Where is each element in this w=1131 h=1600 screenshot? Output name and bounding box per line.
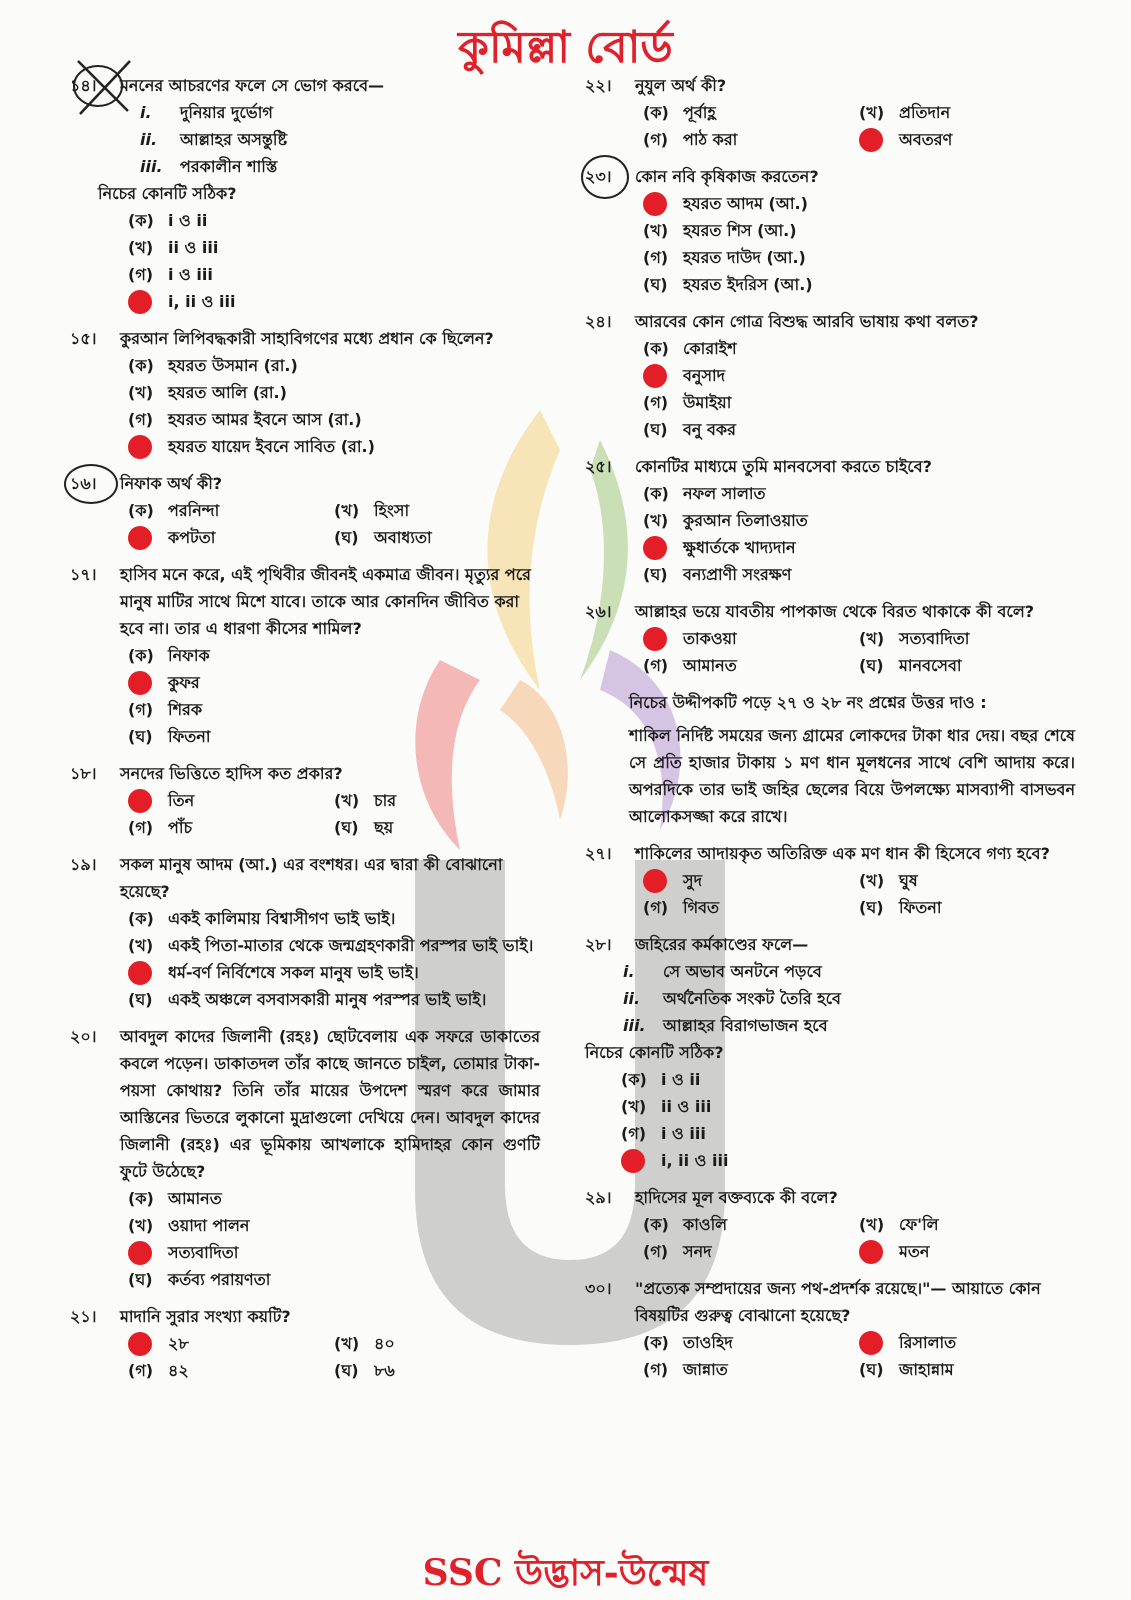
option[interactable]: (ঘ) জাহান্নাম <box>859 1360 954 1379</box>
option[interactable]: (খ) ii ও iii <box>621 1097 712 1116</box>
option[interactable]: (ঘ) একই অঞ্চলে বসবাসকারী মানুষ পরস্পর ভাই ভাই। <box>128 990 487 1009</box>
option[interactable]: (গ) হযরত আমর ইবনে আস (রা.) <box>128 410 362 429</box>
answer-dot-icon <box>621 1149 645 1173</box>
option-selected[interactable]: হযরত যায়েদ ইবনে সাবিত (রা.) <box>128 433 540 460</box>
option[interactable]: (গ) পাঠ করা <box>643 130 738 149</box>
circle-mark-icon <box>64 464 118 504</box>
option-selected[interactable]: ধর্ম-বর্ণ নির্বিশেষে সকল মানুষ ভাই ভাই। <box>128 959 540 986</box>
question-22: ২২। নুযুল অর্থ কী? (ক) পূর্বাহ্ণ (খ) প্রতিদান (গ) পাঠ করা অবতরণ <box>585 72 1075 153</box>
passage-instruction: নিচের উদ্দীপকটি পড়ে ২৭ ও ২৮ নং প্রশ্নের উত্তর দাও : <box>629 693 987 712</box>
question-number: ১৪। <box>70 76 97 95</box>
option[interactable]: (ক) নিফাক <box>128 646 210 665</box>
answer-dot-icon <box>128 526 152 550</box>
statement: ii. অর্থনৈতিক সংকট তৈরি হবে <box>623 989 841 1008</box>
answer-dot-icon <box>859 1331 883 1355</box>
option[interactable]: (ঘ) ৮৬ <box>334 1361 395 1380</box>
option-selected[interactable]: রিসালাত <box>859 1329 1075 1356</box>
option[interactable]: (গ) শিরক <box>128 700 203 719</box>
option[interactable]: (গ) ৪২ <box>128 1361 189 1380</box>
answer-dot-icon <box>643 627 667 651</box>
statement: i. সে অভাব অনটনে পড়বে <box>623 962 822 981</box>
statement: iii. পরকালীন শাস্তি <box>140 157 278 176</box>
option[interactable]: (ঘ) কর্তব্য পরায়ণতা <box>128 1270 271 1289</box>
statement: iii. আল্লাহর বিরাগভাজন হবে <box>623 1016 828 1035</box>
answer-dot-icon <box>128 290 152 314</box>
question-20: ২০। আবদুল কাদের জিলানী (রহঃ) ছোটবেলায় এক সফরে ডাকাতের কবলে পড়েন। ডাকাতদল তাঁর কাছে জানতে চাইল, তোমার টাকা-পয়সা কোথায়? তিনি তাঁর মায়ের উপদেশ স্মরণ করে জামার আস্তিনের ভিতরে লুকানো মুদ্রাগুলো দেখিয়ে দেন। আবদুল কাদের জিলানী (রহঃ) এর ভূমিকায় আখলাকে হামিদাহর কোন গুণটি ফুটে উঠেছে? (ক) আমানত (খ) ওয়াদা পালন সত্যবাদিতা (ঘ) কর্তব্য পরায়ণতা <box>70 1023 540 1293</box>
question-18: ১৮। সনদের ভিত্তিতে হাদিস কত প্রকার? তিন (খ) চার (গ) পাঁচ (ঘ) ছয় <box>70 760 540 841</box>
option[interactable]: (ঘ) মানবসেবা <box>859 656 962 675</box>
option[interactable]: (ক) হযরত উসমান (রা.) <box>128 356 298 375</box>
option[interactable]: (খ) ii ও iii <box>128 238 219 257</box>
answer-dot-icon <box>128 961 152 985</box>
option[interactable]: (খ) ৪০ <box>334 1334 395 1353</box>
question-24: ২৪। আরবের কোন গোত্র বিশুদ্ধ আরবি ভাষায় কথা বলত? (ক) কোরাইশ বনুসাদ (গ) উমাইয়া (ঘ) বনু বকর <box>585 308 1075 443</box>
option[interactable]: (গ) জান্নাত <box>643 1360 728 1379</box>
option-selected[interactable]: তাকওয়া <box>643 625 859 652</box>
option-selected[interactable]: i, ii ও iii <box>621 1147 1075 1174</box>
option[interactable]: (গ) গিবত <box>643 898 719 917</box>
stimulus-passage <box>585 689 1075 830</box>
answer-dot-icon <box>128 1241 152 1265</box>
option[interactable]: (খ) ওয়াদা পালন <box>128 1216 250 1235</box>
question-19: ১৯। সকল মানুষ আদম (আ.) এর বংশধর। এর দ্বারা কী বোঝানো হয়েছে? (ক) একই কালিমায় বিশ্বাসীগণ ভাই ভাই। (খ) একই পিতা-মাতার থেকে জন্মগ্রহণকারী পরস্পর ভাই ভাই। ধর্ম-বর্ণ নির্বিশেষে সকল মানুষ ভাই ভাই। (ঘ) একই অঞ্চলে বসবাসকারী মানুষ পরস্পর ভাই ভাই। <box>70 851 540 1013</box>
option[interactable]: (খ) ফে'লি <box>859 1215 939 1234</box>
option[interactable]: (খ) হযরত আলি (রা.) <box>128 383 287 402</box>
option[interactable]: (ক) i ও ii <box>128 211 208 230</box>
question-28: ২৮। জহিরের কর্মকাণ্ডের ফলে— i. সে অভাব অনটনে পড়বে ii. অর্থনৈতিক সংকট তৈরি হবে iii. আল্লাহর বিরাগভাজন হবে নিচের কোনটি সঠিক? (ক) i ও ii (খ) ii ও iii (গ) i ও iii i, ii ও iii <box>585 931 1075 1174</box>
option[interactable]: (গ) সনদ <box>643 1242 712 1261</box>
option-selected[interactable]: তিন <box>128 787 334 814</box>
answer-dot-icon <box>128 671 152 695</box>
prompt: নিচের কোনটি সঠিক? <box>585 1043 724 1062</box>
option[interactable]: (খ) চার <box>334 791 397 810</box>
option[interactable]: (গ) উমাইয়া <box>643 393 732 412</box>
option[interactable]: (ক) i ও ii <box>621 1070 701 1089</box>
option-selected[interactable]: ২৮ <box>128 1330 334 1357</box>
option[interactable]: (গ) পাঁচ <box>128 818 193 837</box>
option[interactable]: (ক) কাওলি <box>643 1215 728 1234</box>
prompt: নিচের কোনটি সঠিক? <box>98 184 237 203</box>
option-selected[interactable]: কপটতা <box>128 524 334 551</box>
option[interactable]: (ঘ) ফিতনা <box>128 727 211 746</box>
option[interactable]: (খ) কুরআন তিলাওয়াত <box>643 511 808 530</box>
answer-dot-icon <box>643 869 667 893</box>
option[interactable]: (ক) পরনিন্দা <box>128 501 220 520</box>
question-27: ২৭। শাকিলের আদায়কৃত অতিরিক্ত এক মণ ধান কী হিসেবে গণ্য হবে? সুদ (খ) ঘুষ (গ) গিবত (ঘ) ফিতনা <box>585 840 1075 921</box>
option-selected[interactable]: সত্যবাদিতা <box>128 1239 540 1266</box>
option[interactable]: (ক) আমানত <box>128 1189 222 1208</box>
option-selected[interactable]: বনুসাদ <box>643 362 1075 389</box>
option[interactable]: (ঘ) ফিতনা <box>859 898 942 917</box>
option[interactable]: (গ) আমানত <box>643 656 737 675</box>
question-15: ১৫। কুরআন লিপিবদ্ধকারী সাহাবিগণের মধ্যে প্রধান কে ছিলেন? (ক) হযরত উসমান (রা.) (খ) হযরত আলি (রা.) (গ) হযরত আমর ইবনে আস (রা.) হযরত যায়েদ ইবনে সাবিত (রা.) <box>70 325 540 460</box>
passage-text: শাকিল নির্দিষ্ট সময়ের জন্য গ্রামের লোকদের টাকা ধার দেয়। বছর শেষে সে প্রতি হাজার টাকায় ১ মণ ধান মূলধনের সাথে বেশি আদায় করে। অপরদিকে তার ভাই জহির ছেলের বিয়ে উপলক্ষ্যে মাসব্যাপী বাসভবন আলোকসজ্জা করে রাখে। <box>629 726 1075 826</box>
answer-dot-icon <box>643 536 667 560</box>
option-selected[interactable]: কুফর <box>128 669 540 696</box>
option[interactable]: (গ) i ও iii <box>621 1124 706 1143</box>
option[interactable]: (খ) ঘুষ <box>859 871 918 890</box>
option[interactable]: (ক) একই কালিমায় বিশ্বাসীগণ ভাই ভাই। <box>128 909 396 928</box>
right-column <box>585 72 1075 1393</box>
question-14 <box>70 72 540 315</box>
option[interactable]: (ক) পূর্বাহ্ণ <box>643 103 716 122</box>
question-25: ২৫। কোনটির মাধ্যমে তুমি মানবসেবা করতে চাইবে? (ক) নফল সালাত (খ) কুরআন তিলাওয়াত ক্ষুধার্তকে খাদ্যদান (ঘ) বন্যপ্রাণী সংরক্ষণ <box>585 453 1075 588</box>
question-text: মননের আচরণের ফলে সে ভোগ করবে— <box>120 76 385 95</box>
answer-dot-icon <box>128 789 152 813</box>
question-16: ১৬। নিফাক অর্থ কী? (ক) পরনিন্দা (খ) হিংসা কপটতা (ঘ) অবাধ্যতা <box>70 470 540 551</box>
option[interactable]: (ক) নফল সালাত <box>643 484 766 503</box>
option[interactable]: (ঘ) ছয় <box>334 818 394 837</box>
option[interactable]: (খ) হিংসা <box>334 501 410 520</box>
option[interactable]: (খ) প্রতিদান <box>859 103 951 122</box>
question-17: ১৭। হাসিব মনে করে, এই পৃথিবীর জীবনই একমাত্র জীবন। মৃত্যুর পরে মানুষ মাটির সাথে মিশে যাবে। তাকে আর কোনদিন জীবিত করা হবে না। তার এ ধারণা কীসের শামিল? (ক) নিফাক কুফর (গ) শিরক (ঘ) ফিতনা <box>70 561 540 750</box>
option[interactable]: (ক) কোরাইশ <box>643 339 737 358</box>
option[interactable]: (ক) তাওহিদ <box>643 1333 733 1352</box>
option[interactable]: (ঘ) হযরত ইদরিস (আ.) <box>643 275 813 294</box>
option[interactable]: (খ) একই পিতা-মাতার থেকে জন্মগ্রহণকারী পরস্পর ভাই ভাই। <box>128 936 534 955</box>
option-selected[interactable]: ক্ষুধার্তকে খাদ্যদান <box>643 534 1075 561</box>
option-selected[interactable]: মতন <box>859 1238 1075 1265</box>
question-26: ২৬। আল্লাহর ভয়ে যাবতীয় পাপকাজ থেকে বিরত থাকাকে কী বলে? তাকওয়া (খ) সত্যবাদিতা (গ) আমানত (ঘ) মানবসেবা <box>585 598 1075 679</box>
option[interactable]: (গ) i ও iii <box>128 265 213 284</box>
option[interactable]: (ঘ) অবাধ্যতা <box>334 528 432 547</box>
cross-mark-icon <box>68 56 138 116</box>
option-selected[interactable]: অবতরণ <box>859 126 1075 153</box>
question-30: ৩০। "প্রত্যেক সম্প্রদায়ের জন্য পথ-প্রদর্শক রয়েছে।"— আয়াতে কোন বিষয়টির গুরুত্ব বোঝানো হয়েছে? (ক) তাওহিদ রিসালাত (গ) জান্নাত (ঘ) জাহান্নাম <box>585 1275 1075 1383</box>
statement: ii. আল্লাহর অসন্তুষ্টি <box>140 130 288 149</box>
question-23: ২৩। কোন নবি কৃষিকাজ করতেন? হযরত আদম (আ.) (খ) হযরত শিস (আ.) (গ) হযরত দাউদ (আ.) (ঘ) হযরত ইদরিস (আ.) <box>585 163 1075 298</box>
answer-dot-icon <box>643 364 667 388</box>
option[interactable]: (গ) হযরত দাউদ (আ.) <box>643 248 806 267</box>
option-selected[interactable]: হযরত আদম (আ.) <box>643 190 1075 217</box>
answer-dot-icon <box>859 1240 883 1264</box>
option[interactable]: (খ) সত্যবাদিতা <box>859 629 970 648</box>
option[interactable]: (ঘ) বন্যপ্রাণী সংরক্ষণ <box>643 565 792 584</box>
answer-dot-icon <box>859 128 883 152</box>
option[interactable]: (খ) হযরত শিস (আ.) <box>643 221 797 240</box>
circle-mark-icon <box>581 155 629 199</box>
board-title: কুমিল্লা বোর্ড <box>458 22 673 73</box>
option-selected[interactable]: i, ii ও iii <box>128 288 540 315</box>
answer-dot-icon <box>643 192 667 216</box>
option-selected[interactable]: সুদ <box>643 867 859 894</box>
question-29: ২৯। হাদিসের মূল বক্তব্যকে কী বলে? (ক) কাওলি (খ) ফে'লি (গ) সনদ মতন <box>585 1184 1075 1265</box>
question-21: ২১। মাদানি সুরার সংখ্যা কয়টি? ২৮ (খ) ৪০ (গ) ৪২ (ঘ) ৮৬ <box>70 1303 540 1384</box>
footer-title: SSC উদ্ভাস-উন্মেষ <box>422 1552 709 1594</box>
left-column <box>70 72 540 1394</box>
statement: i. দুনিয়ার দুর্ভোগ <box>140 103 273 122</box>
answer-dot-icon <box>128 435 152 459</box>
option[interactable]: (ঘ) বনু বকর <box>643 420 736 439</box>
answer-dot-icon <box>128 1332 152 1356</box>
